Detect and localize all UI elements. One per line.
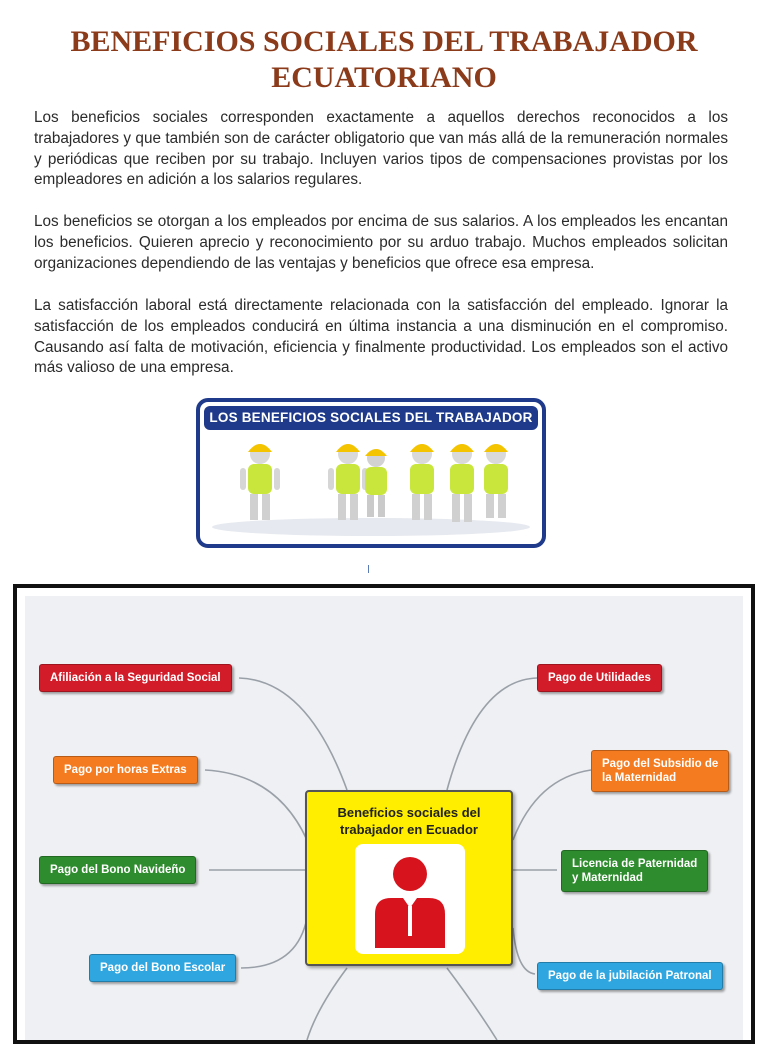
node-line: la Maternidad (602, 772, 677, 784)
paragraph-benefits: Los beneficios se otorgan a los empleados por encima de sus salarios. A los empleados les encantan los beneficios. Quieren aprecio y reconocimiento por su arduo trabajo. Muchos empleados solicitan organizaciones dependiendo de las ventajas y beneficios que ofrece esa empresa. (34, 213, 728, 272)
person-icon (355, 844, 465, 954)
page-title (20, 24, 748, 96)
node-bono-escolar: Pago del Bono Escolar (89, 954, 236, 982)
workers-banner-image (196, 398, 546, 548)
node-line: y Maternidad (572, 872, 643, 884)
mindmap-image (13, 584, 755, 1044)
node-subsidio-maternidad (591, 750, 729, 792)
worker-figure (328, 444, 368, 520)
center-title-line-2: trabajador en Ecuador (340, 822, 478, 837)
title-line-1: BENEFICIOS SOCIALES DEL TRABAJADOR (70, 25, 698, 58)
center-icon-box (355, 844, 465, 954)
banner-title: LOS BENEFICIOS SOCIALES DEL TRABAJADOR (204, 406, 538, 430)
paragraph-satisfaction: La satisfacción laboral está directamente relacionada con la satisfacción del empleado. Ignorar la satisfacción de los empleados conducirá en última instancia a una disminución en el compromiso. Causando así falta de motivación, eficiencia y finalmente productividad. Los empleados son el activo más valioso de una empresa. (34, 297, 728, 377)
worker-figure (240, 444, 280, 520)
node-bono-navideno: Pago del Bono Navideño (39, 856, 196, 884)
divider-mark (368, 565, 369, 573)
title-line-2: ECUATORIANO (271, 61, 497, 94)
mindmap-center-node (305, 790, 513, 966)
worker-figure (450, 444, 474, 522)
paragraph-intro: Los beneficios sociales corresponden exactamente a aquellos derechos reconocidos a los trabajadores y que también son de carácter obligatorio que van más allá de la remuneración normales y periódicas que reciben por su trabajo. Incluyen varios tipos de compensaciones provistas por los empleadores en adición a los salarios regulares. (34, 109, 728, 189)
node-line: Pago del Subsidio de (602, 758, 719, 770)
center-title-line-1: Beneficios sociales del (337, 805, 481, 820)
worker-figure (484, 444, 508, 518)
center-title (307, 804, 511, 838)
node-jubilacion-patronal: Pago de la jubilación Patronal (537, 962, 723, 990)
node-licencia-paternidad (561, 850, 708, 892)
worker-figure (365, 449, 387, 517)
worker-figure (410, 444, 434, 520)
node-seguridad-social: Afiliación a la Seguridad Social (39, 664, 232, 692)
node-line: Licencia de Paternidad (572, 858, 698, 870)
node-horas-extras: Pago por horas Extras (53, 756, 198, 784)
workers-illustration (200, 432, 542, 544)
node-utilidades: Pago de Utilidades (537, 664, 662, 692)
